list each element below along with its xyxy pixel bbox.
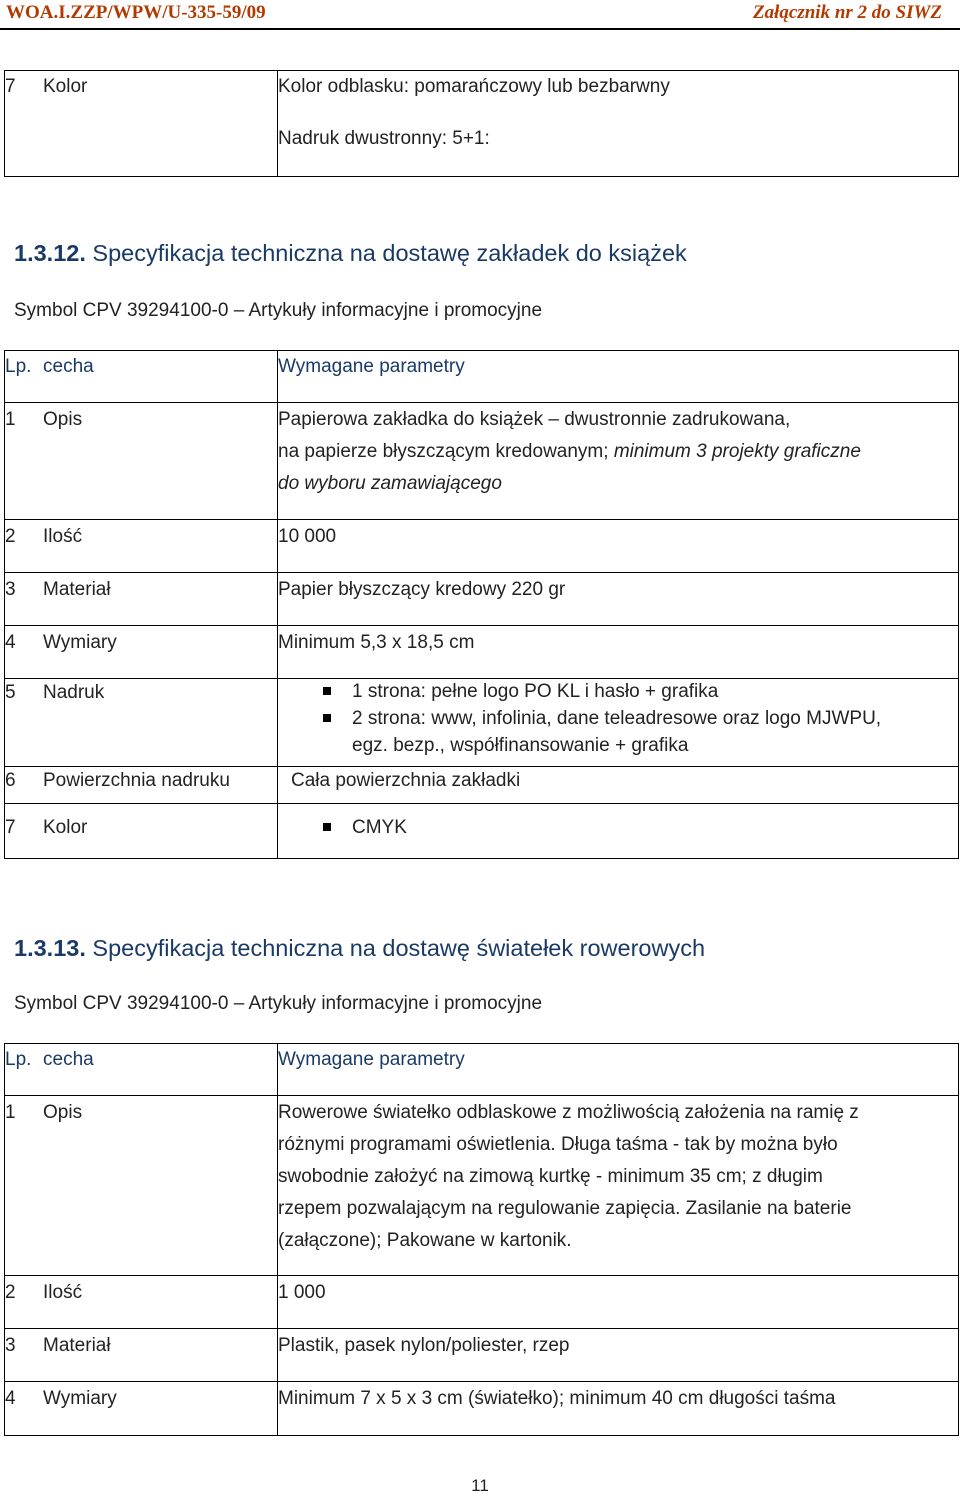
row-value: 1 000: [278, 1282, 326, 1303]
cpv-symbol: Symbol CPV 39294100-0 – Artykuły informacyjne i promocyjne: [14, 993, 543, 1014]
row-label: Ilość: [43, 1282, 83, 1303]
row-label: Materiał: [43, 579, 111, 600]
list-item: 2 strona: www, infolinia, dane teleadresowe oraz logo MJWPU, egz. bezp., współfinansowanie + grafika: [278, 705, 958, 759]
row-number: 4: [5, 632, 16, 653]
document-reference: WOA.I.ZZP/WPW/U-335-59/09: [6, 2, 266, 23]
row-number: 7: [5, 817, 16, 838]
section-title: [14, 240, 687, 267]
table-row: [5, 1382, 959, 1436]
description-line: do wyboru zamawiającego: [278, 473, 502, 494]
section-number: 1.3.12.: [14, 240, 86, 266]
row-number: 7: [5, 76, 16, 97]
bullet-square-icon: [323, 714, 331, 722]
table-header-row: [5, 351, 959, 403]
row-number: 3: [5, 579, 16, 600]
list-item: CMYK: [278, 814, 958, 841]
section-heading: Specyfikacja techniczna na dostawę zakładek do książek: [92, 240, 687, 266]
table-row: [5, 573, 959, 626]
header-divider: [0, 28, 960, 30]
row-number: 2: [5, 1282, 16, 1303]
row-label: Materiał: [43, 1335, 111, 1356]
table-header-row: [5, 1044, 959, 1096]
description-line: Papierowa zakładka do książek – dwustronnie zadrukowana,: [278, 409, 791, 430]
cecha-header: cecha: [43, 356, 94, 377]
row-value: 10 000: [278, 526, 337, 547]
list-item: 1 strona: pełne logo PO KL i hasło + grafika: [278, 678, 958, 705]
row-value: Plastik, pasek nylon/poliester, rzep: [278, 1335, 570, 1356]
row-label: Ilość: [43, 526, 83, 547]
bullet-square-icon: [323, 687, 331, 695]
table-row: [5, 1096, 959, 1276]
row-number: 4: [5, 1388, 16, 1409]
row-value-line: Nadruk dwustronny: 5+1:: [278, 128, 490, 149]
row-value: Minimum 7 x 5 x 3 cm (światełko); minimum 40 cm długości taśma: [278, 1388, 836, 1409]
row-label: Wymiary: [43, 1388, 117, 1409]
description-line: na papierze błyszczącym kredowanym; minimum 3 projekty graficzne: [278, 441, 861, 462]
table-row: [5, 679, 959, 767]
row-value: Cała powierzchnia zakładki: [291, 770, 521, 791]
continued-spec-table: [4, 70, 959, 177]
row-value: Minimum 5,3 x 18,5 cm: [278, 632, 475, 653]
section-heading: Specyfikacja techniczna na dostawę światełek rowerowych: [92, 935, 706, 961]
row-number: 3: [5, 1335, 16, 1356]
params-header: Wymagane parametry: [278, 356, 465, 377]
table-row: [5, 767, 959, 804]
cecha-header: cecha: [43, 1049, 94, 1070]
row-label: Kolor: [43, 817, 88, 838]
bullet-square-icon: [323, 823, 331, 831]
section-number: 1.3.13.: [14, 935, 86, 961]
table-row: [5, 403, 959, 520]
description-line: różnymi programami oświetlenia. Długa taśma - tak by można było: [278, 1134, 838, 1155]
page-header: [0, 0, 960, 28]
lp-header: Lp.: [5, 1049, 32, 1070]
bookmark-spec-table: [4, 350, 959, 859]
table-row: [5, 1329, 959, 1382]
row-number: 1: [5, 409, 16, 430]
row-value: Papier błyszczący kredowy 220 gr: [278, 579, 566, 600]
row-label: Opis: [43, 1102, 83, 1123]
row-number: 5: [5, 682, 16, 703]
description-line: swobodnie założyć na zimową kurtkę - minimum 35 cm; z długim: [278, 1166, 823, 1187]
cpv-symbol: Symbol CPV 39294100-0 – Artykuły informacyjne i promocyjne: [14, 300, 543, 321]
description-line: Rowerowe światełko odblaskowe z możliwością założenia na ramię z: [278, 1102, 859, 1123]
row-value-line: Kolor odblasku: pomarańczowy lub bezbarwny: [278, 76, 670, 97]
row-label: Powierzchnia nadruku: [43, 770, 230, 791]
table-row: [5, 804, 959, 859]
row-label: Kolor: [43, 76, 88, 97]
params-header: Wymagane parametry: [278, 1049, 465, 1070]
bike-light-spec-table: [4, 1043, 959, 1436]
color-list: [278, 814, 958, 841]
row-number: 2: [5, 526, 16, 547]
table-row: [5, 626, 959, 679]
description-line: rzepem pozwalającym na regulowanie zapięcia. Zasilanie na baterie: [278, 1198, 852, 1219]
description-line: (załączone); Pakowane w kartonik.: [278, 1230, 572, 1251]
table-row: [5, 1276, 959, 1329]
row-label: Nadruk: [43, 682, 105, 703]
lp-header: Lp.: [5, 356, 32, 377]
page-number: 11: [471, 1476, 489, 1495]
table-row: [5, 520, 959, 573]
section-title: [14, 935, 705, 962]
table-row: [5, 71, 959, 177]
row-number: 1: [5, 1102, 16, 1123]
row-label: Opis: [43, 409, 83, 430]
row-number: 6: [5, 770, 16, 791]
attachment-label: Załącznik nr 2 do SIWZ: [753, 2, 942, 23]
print-details-list: [278, 678, 958, 759]
row-label: Wymiary: [43, 632, 117, 653]
